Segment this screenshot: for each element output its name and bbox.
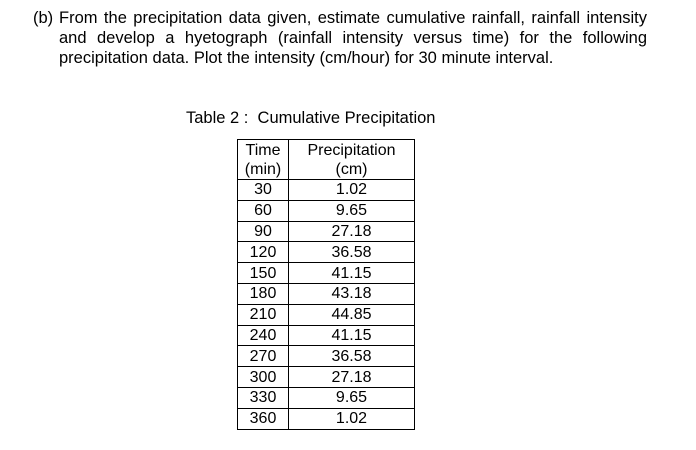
table-body [238,180,415,430]
table-row [238,180,415,201]
cell-time: 300 [238,367,289,388]
cell-precipitation: 41.15 [289,325,415,346]
header-precipitation [289,140,415,180]
question-text: From the precipitation data given, estimate cumulative rainfall, rainfall intensity and develop a hyetograph (rainfall intensity versus time) for the following precipitation data. Plot the intensity (cm/hour) for 30 minute interval. [59,9,647,67]
table-row [238,304,415,325]
cell-precipitation: 27.18 [289,221,415,242]
cell-time: 210 [238,304,289,325]
header-precipitation-unit: (cm) [335,161,368,178]
cell-time: 90 [238,221,289,242]
cell-time: 150 [238,263,289,284]
cell-precipitation: 41.15 [289,263,415,284]
cell-time: 360 [238,408,289,429]
cell-time: 270 [238,346,289,367]
table-row [238,346,415,367]
question-label: (b) [33,9,54,27]
table-row [238,200,415,221]
table-row [238,263,415,284]
table-row [238,325,415,346]
cell-precipitation: 43.18 [289,283,415,304]
header-time-label: Time [245,142,281,159]
table-row [238,408,415,429]
header-time-unit: (min) [244,161,282,178]
cell-precipitation: 36.58 [289,242,415,263]
header-time [238,140,289,180]
cell-time: 180 [238,283,289,304]
cell-precipitation: 9.65 [289,387,415,408]
cell-precipitation: 9.65 [289,200,415,221]
table-row [238,242,415,263]
cell-precipitation: 1.02 [289,408,415,429]
cell-time: 60 [238,200,289,221]
table-header-row [238,140,415,180]
cell-precipitation: 27.18 [289,367,415,388]
cell-time: 120 [238,242,289,263]
precipitation-table [237,139,415,430]
table-row [238,283,415,304]
cell-time: 240 [238,325,289,346]
cell-precipitation: 36.58 [289,346,415,367]
table-row [238,367,415,388]
cell-precipitation: 1.02 [289,180,415,201]
cell-time: 30 [238,180,289,201]
header-precipitation-label: Precipitation [307,142,396,159]
question-block [33,8,647,68]
cell-time: 330 [238,387,289,408]
table-caption: Table 2 : Cumulative Precipitation [186,109,436,127]
cell-precipitation: 44.85 [289,304,415,325]
table-row [238,387,415,408]
table-row [238,221,415,242]
